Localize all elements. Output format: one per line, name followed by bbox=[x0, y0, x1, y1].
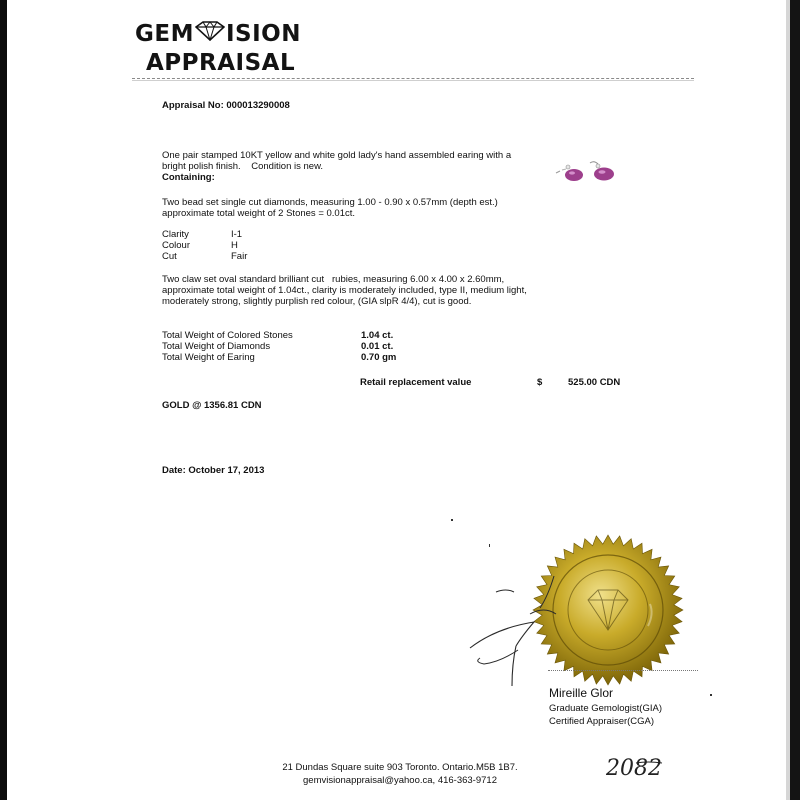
rubies-line-2: approximate total weight of 1.04ct., clarity is moderately included, type II, medium light, bbox=[162, 285, 527, 296]
total-colored-stones-label: Total Weight of Colored Stones bbox=[162, 330, 293, 341]
scan-speck bbox=[489, 544, 490, 547]
total-earing-label: Total Weight of Earing bbox=[162, 352, 255, 363]
scan-border-right bbox=[790, 0, 800, 800]
scan-speck bbox=[710, 694, 712, 696]
total-colored-stones-value: 1.04 ct. bbox=[361, 330, 394, 341]
logo-text-appraisal: APPRAISAL bbox=[146, 50, 296, 76]
colour-value: H bbox=[231, 240, 238, 251]
cut-value: Fair bbox=[231, 251, 248, 262]
appraiser-name: Mireille Glor bbox=[549, 686, 614, 700]
rubies-line-3: moderately strong, slightly purplish red colour, (GIA slpR 4/4), cut is good. bbox=[162, 296, 472, 307]
diamonds-line-2: approximate total weight of 2 Stones = 0.01ct. bbox=[162, 208, 356, 219]
handwritten-number: 2082 bbox=[606, 756, 662, 781]
colour-label: Colour bbox=[162, 240, 190, 251]
logo-text-ision: ISION bbox=[225, 21, 301, 47]
signature-scribble bbox=[456, 566, 586, 696]
logo-text-gem: GEM bbox=[135, 21, 194, 47]
containing-heading: Containing: bbox=[162, 172, 215, 183]
header-divider bbox=[132, 78, 694, 79]
description-line-1: One pair stamped 10KT yellow and white gold lady's hand assembled earing with a bbox=[162, 150, 512, 161]
diamonds-line-1: Two bead set single cut diamonds, measuring 1.00 - 0.90 x 0.57mm (depth est.) bbox=[162, 197, 498, 208]
clarity-value: I-1 bbox=[231, 229, 243, 240]
clarity-label: Clarity bbox=[162, 229, 189, 240]
retail-value-amount: 525.00 CDN bbox=[568, 377, 621, 388]
gold-price: GOLD @ 1356.81 CDN bbox=[162, 400, 262, 411]
scan-speck bbox=[451, 519, 453, 521]
rubies-line-1: Two claw set oval standard brilliant cut rubies, measuring 6.00 x 4.00 x 2.60mm, bbox=[162, 274, 505, 285]
appraiser-title-cga: Certified Appraiser(CGA) bbox=[549, 716, 655, 727]
company-logo bbox=[135, 20, 301, 78]
total-diamonds-value: 0.01 ct. bbox=[361, 341, 394, 352]
description-line-2: bright polish finish. Condition is new. bbox=[162, 161, 324, 172]
footer-contact: gemvisionappraisal@yahoo.ca, 416-363-9712 bbox=[303, 775, 497, 786]
diamond-logo-icon bbox=[195, 21, 225, 47]
scan-border-left bbox=[0, 0, 7, 800]
footer-address: 21 Dundas Square suite 903 Toronto. Ontario.M5B 1B7. bbox=[282, 762, 518, 773]
retail-value-label: Retail replacement value bbox=[360, 377, 472, 388]
cut-label: Cut bbox=[162, 251, 177, 262]
appraisal-date: Date: October 17, 2013 bbox=[162, 465, 265, 476]
signature-line bbox=[548, 670, 698, 671]
appraiser-title-gia: Graduate Gemologist(GIA) bbox=[549, 703, 662, 714]
total-earing-value: 0.70 gm bbox=[361, 352, 397, 363]
appraisal-number: Appraisal No: 000013290008 bbox=[162, 100, 290, 111]
header-divider-shadow bbox=[132, 80, 694, 81]
earrings-photo bbox=[554, 158, 624, 188]
total-diamonds-label: Total Weight of Diamonds bbox=[162, 341, 271, 352]
handwritten-underline bbox=[634, 760, 664, 766]
retail-value-currency: $ bbox=[537, 377, 543, 388]
